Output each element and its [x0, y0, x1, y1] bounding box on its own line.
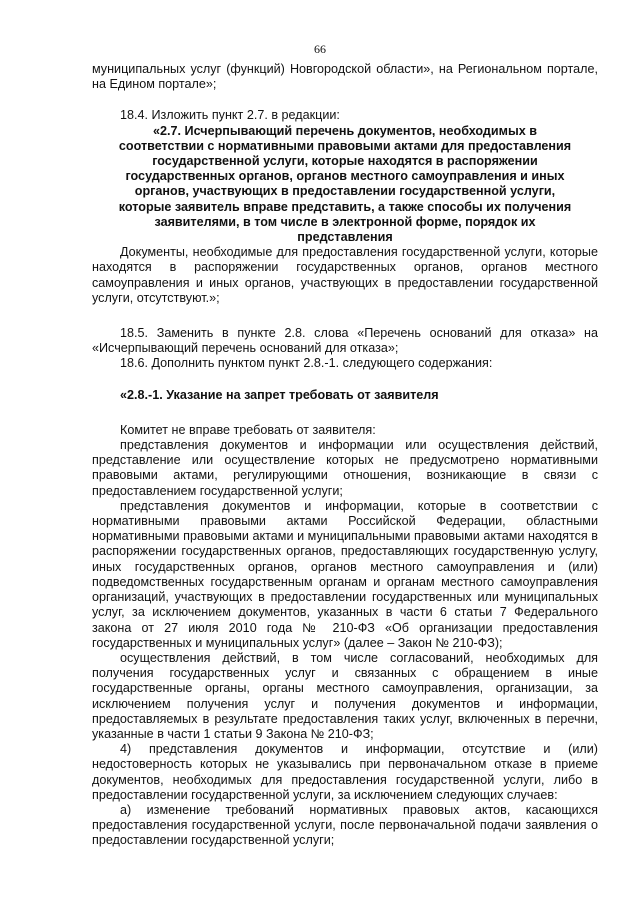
- paragraph-committee: Комитет не вправе требовать от заявителя:: [120, 422, 376, 437]
- paragraph-intro: муниципальных услуг (функций) Новгородской области», на Региональном портале, на Едином портале»;: [92, 62, 598, 92]
- list-item-2: представления документов и информации, которые в соответствии с нормативными правовыми актами Российской Федерации, областными нормативными правовыми актами и муниципальными правовыми актами находятся в распоряжении государственных органов, предоставляющих государственную услугу, иных государственных органов, органов местного самоуправления и (или) подведомственных государственным органам и органам местного самоуправления организаций, участвующих в предоставлении государственных или муниципальных услуг, за исключением документов, указанных в части 6 статьи 7 Федерального закона от 27 июля 2010 года № 210-ФЗ «Об организации предоставления государственных и муниципальных услуг» (далее – Закон № 210-ФЗ);: [92, 498, 598, 650]
- list-item-3: осуществления действий, в том числе согласований, необходимых для получения государственных услуг и связанных с обращением в иные государственные органы, органы местного самоуправления, организации, за исключением получения услуг и получения документов и информации, предоставляемых в результате предоставления таких услуг, включенных в перечни, указанные в части 1 статьи 9 Закона № 210-ФЗ;: [92, 650, 598, 741]
- item-18-6: 18.6. Дополнить пунктом пункт 2.8.-1. следующего содержания:: [120, 356, 493, 371]
- heading-2-8-1: «2.8.-1. Указание на запрет требовать от заявителя: [120, 387, 439, 402]
- list-item-4: 4) представления документов и информации, отсутствие и (или) недостоверность которых не указывались при первоначальном отказе в приеме документов, необходимых для предоставления государственной услуги, либо в предоставлении государственной услуги, за исключением следующих случаев:: [92, 742, 598, 802]
- heading-block-2-7: [92, 124, 598, 246]
- page-number: 66: [314, 42, 326, 56]
- document-body: [92, 62, 598, 849]
- list-item-4a: а) изменение требований нормативных правовых актов, касающихся предоставления государственной услуги, после первоначальной подачи заявления о предоставлении государственной услуги;: [92, 802, 598, 848]
- list-item-1: представления документов и информации или осуществления действий, представление или осуществление которых не предусмотрено нормативными правовыми актами, регулирующими отношения, возникающие в связи с предоставлением государственной услуги;: [92, 438, 598, 498]
- heading-2-7: «2.7. Исчерпывающий перечень документов, необходимых в соответствии с нормативными правовыми актами для предоставления государственной услуги, которые находятся в распоряжении государственных органов, органов местного самоуправления и иных органов, участвующих в предоставлении государственной услуги, которые заявитель вправе представить, а также способы их получения заявителями, в том числе в электронной форме, порядок их представления: [118, 123, 572, 245]
- item-18-5: 18.5. Заменить в пункте 2.8. слова «Перечень оснований для отказа» на «Исчерпывающий перечень оснований для отказа»;: [92, 326, 598, 356]
- paragraph-2-7-body: Документы, необходимые для предоставления государственной услуги, которые находятся в распоряжении государственных органов, органов местного самоуправления и иных органов, участвующих в предоставлении государственной услуги, отсутствуют.»;: [92, 245, 598, 305]
- item-18-4: 18.4. Изложить пункт 2.7. в редакции:: [120, 108, 340, 123]
